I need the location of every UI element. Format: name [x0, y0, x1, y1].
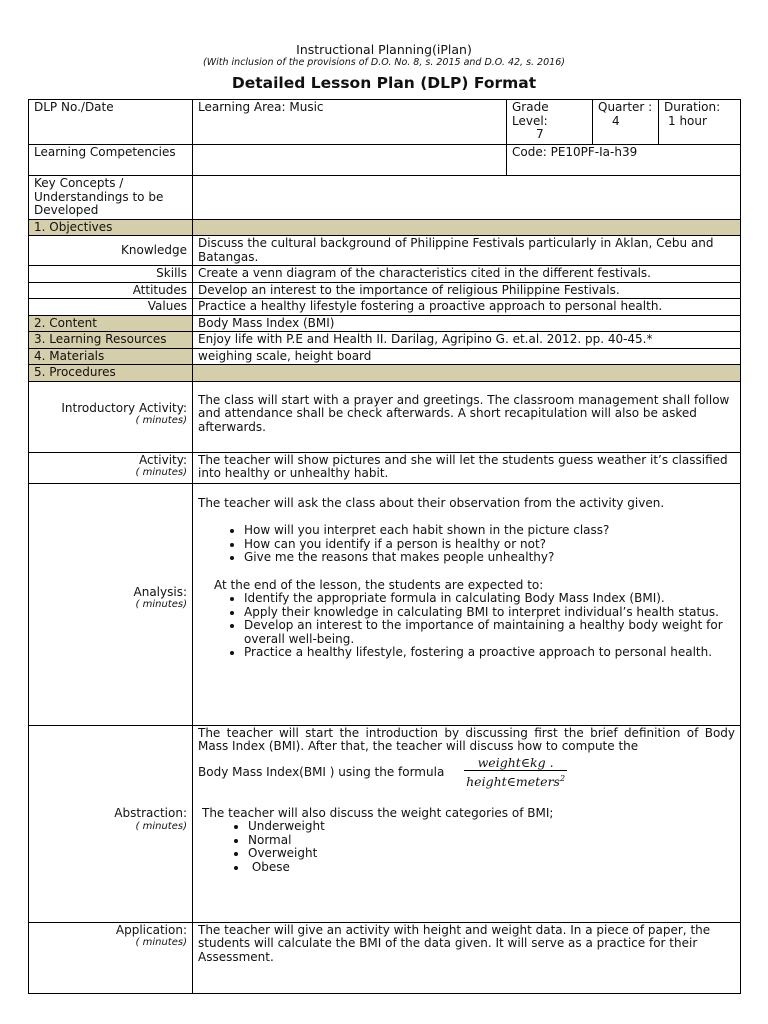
intro-text: The class will start with a prayer and greetings. The classroom management shall follow and attendance shall be check afterwards. A short recapitulation will also be asked afterwards.: [193, 381, 741, 452]
materials-value: weighing scale, height board: [193, 348, 741, 365]
list-item: • Obese: [248, 861, 735, 875]
resources-label: 3. Learning Resources: [29, 332, 193, 349]
section-fill: [193, 219, 741, 236]
competencies-label: Learning Competencies: [29, 145, 193, 176]
table-row: [29, 145, 741, 176]
learning-area: Learning Area: Music: [193, 100, 507, 145]
table-row: [29, 266, 741, 283]
grade-label: Grade Level:: [512, 100, 549, 128]
doc-header-line2: (With inclusion of the provisions of D.O. No. 8, s. 2015 and D.O. 42, s. 2016): [203, 57, 565, 68]
section-fill: [193, 365, 741, 382]
bmi-category-list: [198, 820, 735, 874]
values-label: Values: [29, 299, 193, 316]
table-row: [29, 282, 741, 299]
quarter-value: 4: [612, 113, 620, 128]
activity-minutes: ( minutes): [135, 467, 187, 478]
duration-value: 1 hour: [668, 113, 707, 128]
list-item: • Practice a healthy lifestyle, fostering a proactive approach to personal health.: [244, 646, 735, 660]
skills-value: Create a venn diagram of the characteristics cited in the different festivals.: [193, 266, 741, 283]
formula-lead: Body Mass Index(BMI ) using the formula: [198, 764, 445, 779]
abstraction-p1: The teacher will start the introduction by discussing first the brief definition of Body Mass Index (BMI). After that, the teacher will discuss how to compute the: [198, 725, 735, 753]
attitudes-value: Develop an interest to the importance of religious Philippine Festivals.: [193, 282, 741, 299]
activity-label: Activity:: [138, 452, 187, 467]
knowledge-value: Discuss the cultural background of Philippine Festivals particularly in Aklan, Cebu and Batangas.: [193, 236, 741, 266]
key-concepts-label: Key Concepts / Understandings to be Developed: [29, 176, 193, 220]
list-item: • How will you interpret each habit shown in the picture class?: [244, 524, 735, 538]
procedures-heading: 5. Procedures: [29, 365, 193, 382]
key-concepts-value: [193, 176, 741, 220]
attitudes-label: Attitudes: [29, 282, 193, 299]
activity-text: The teacher will show pictures and she will let the students guess weather it’s classified into healthy or unhealthy habit.: [193, 452, 741, 483]
table-row: [29, 176, 741, 220]
objectives-heading: 1. Objectives: [29, 219, 193, 236]
list-item: • How can you identify if a person is healthy or not?: [244, 538, 735, 552]
table-row: [29, 236, 741, 266]
grade-cell: [507, 100, 593, 145]
formula-numerator: weight∈kg .: [464, 756, 567, 772]
quarter-cell: [593, 100, 659, 145]
application-text: The teacher will give an activity with height and weight data. In a piece of paper, the students will calculate the BMI of the data given. It will serve as a practice for their Assessment.: [193, 922, 741, 993]
analysis-goal-list: [198, 592, 735, 660]
activity-label-cell: [29, 452, 193, 483]
intro-minutes: ( minutes): [135, 415, 187, 426]
table-row: [29, 483, 741, 725]
resources-value: Enjoy life with P.E and Health II. Darilag, Agripino G. et.al. 2012. pp. 40-45.*: [193, 332, 741, 349]
formula-den-text: height∈meters: [466, 774, 560, 790]
abstraction-formula-line: [198, 756, 735, 789]
abstraction-p2: The teacher will also discuss the weight categories of BMI;: [202, 805, 554, 820]
intro-label: Introductory Activity:: [61, 400, 187, 415]
table-row: [29, 219, 741, 236]
analysis-question-list: [198, 524, 735, 565]
list-item: • Overweight: [248, 847, 735, 861]
formula-denominator: [464, 771, 567, 789]
list-item: • Identify the appropriate formula in calculating Body Mass Index (BMI).: [244, 592, 735, 606]
code-value: Code: PE10PF-Ia-h39: [507, 145, 741, 176]
dlp-label: DLP No./Date: [29, 100, 193, 145]
application-label-cell: [29, 922, 193, 993]
abstraction-label-cell: [29, 725, 193, 922]
list-item: • Develop an interest to the importance of maintaining a healthy body weight for overall well-being.: [244, 619, 735, 646]
content-value: Body Mass Index (BMI): [193, 315, 741, 332]
list-item: • Give me the reasons that makes people unhealthy?: [244, 551, 735, 565]
formula-exponent: 2: [559, 774, 566, 783]
application-label: Application:: [115, 922, 187, 937]
grade-value: 7: [536, 127, 544, 141]
duration-label: Duration:: [664, 100, 721, 114]
analysis-label-cell: [29, 483, 193, 725]
intro-label-cell: [29, 381, 193, 452]
list-item: • Normal: [248, 834, 735, 848]
abstraction-label: Abstraction:: [114, 806, 187, 821]
bmi-formula: [464, 756, 567, 789]
skills-label: Skills: [29, 266, 193, 283]
table-row: [29, 299, 741, 316]
table-row: [29, 922, 741, 993]
analysis-end: At the end of the lesson, the students are expected to:: [214, 577, 544, 592]
list-item: • Underweight: [248, 820, 735, 834]
content-label: 2. Content: [29, 315, 193, 332]
table-row: [29, 381, 741, 452]
abstraction-text: [193, 725, 741, 922]
doc-header-line1: Instructional Planning(iPlan): [296, 42, 472, 57]
table-row: [29, 452, 741, 483]
doc-title: Detailed Lesson Plan (DLP) Format: [231, 74, 537, 92]
values-value: Practice a healthy lifestyle fostering a proactive approach to personal health.: [193, 299, 741, 316]
analysis-label: Analysis:: [133, 584, 187, 599]
materials-label: 4. Materials: [29, 348, 193, 365]
table-row: [29, 315, 741, 332]
competencies-value: [193, 145, 507, 176]
lesson-plan-table: [28, 99, 741, 994]
knowledge-label: Knowledge: [29, 236, 193, 266]
table-row: [29, 332, 741, 349]
analysis-intro: The teacher will ask the class about their observation from the activity given.: [198, 495, 665, 510]
abstraction-minutes: ( minutes): [135, 820, 187, 832]
table-row: [29, 365, 741, 382]
table-row: [29, 348, 741, 365]
analysis-text: [193, 483, 741, 725]
duration-cell: [659, 100, 741, 145]
quarter-label: Quarter :: [598, 100, 653, 114]
analysis-minutes: ( minutes): [135, 599, 187, 611]
list-item: • Apply their knowledge in calculating BMI to interpret individual’s health status.: [244, 606, 735, 620]
table-row: [29, 100, 741, 145]
application-minutes: ( minutes): [135, 937, 187, 948]
table-row: [29, 725, 741, 922]
